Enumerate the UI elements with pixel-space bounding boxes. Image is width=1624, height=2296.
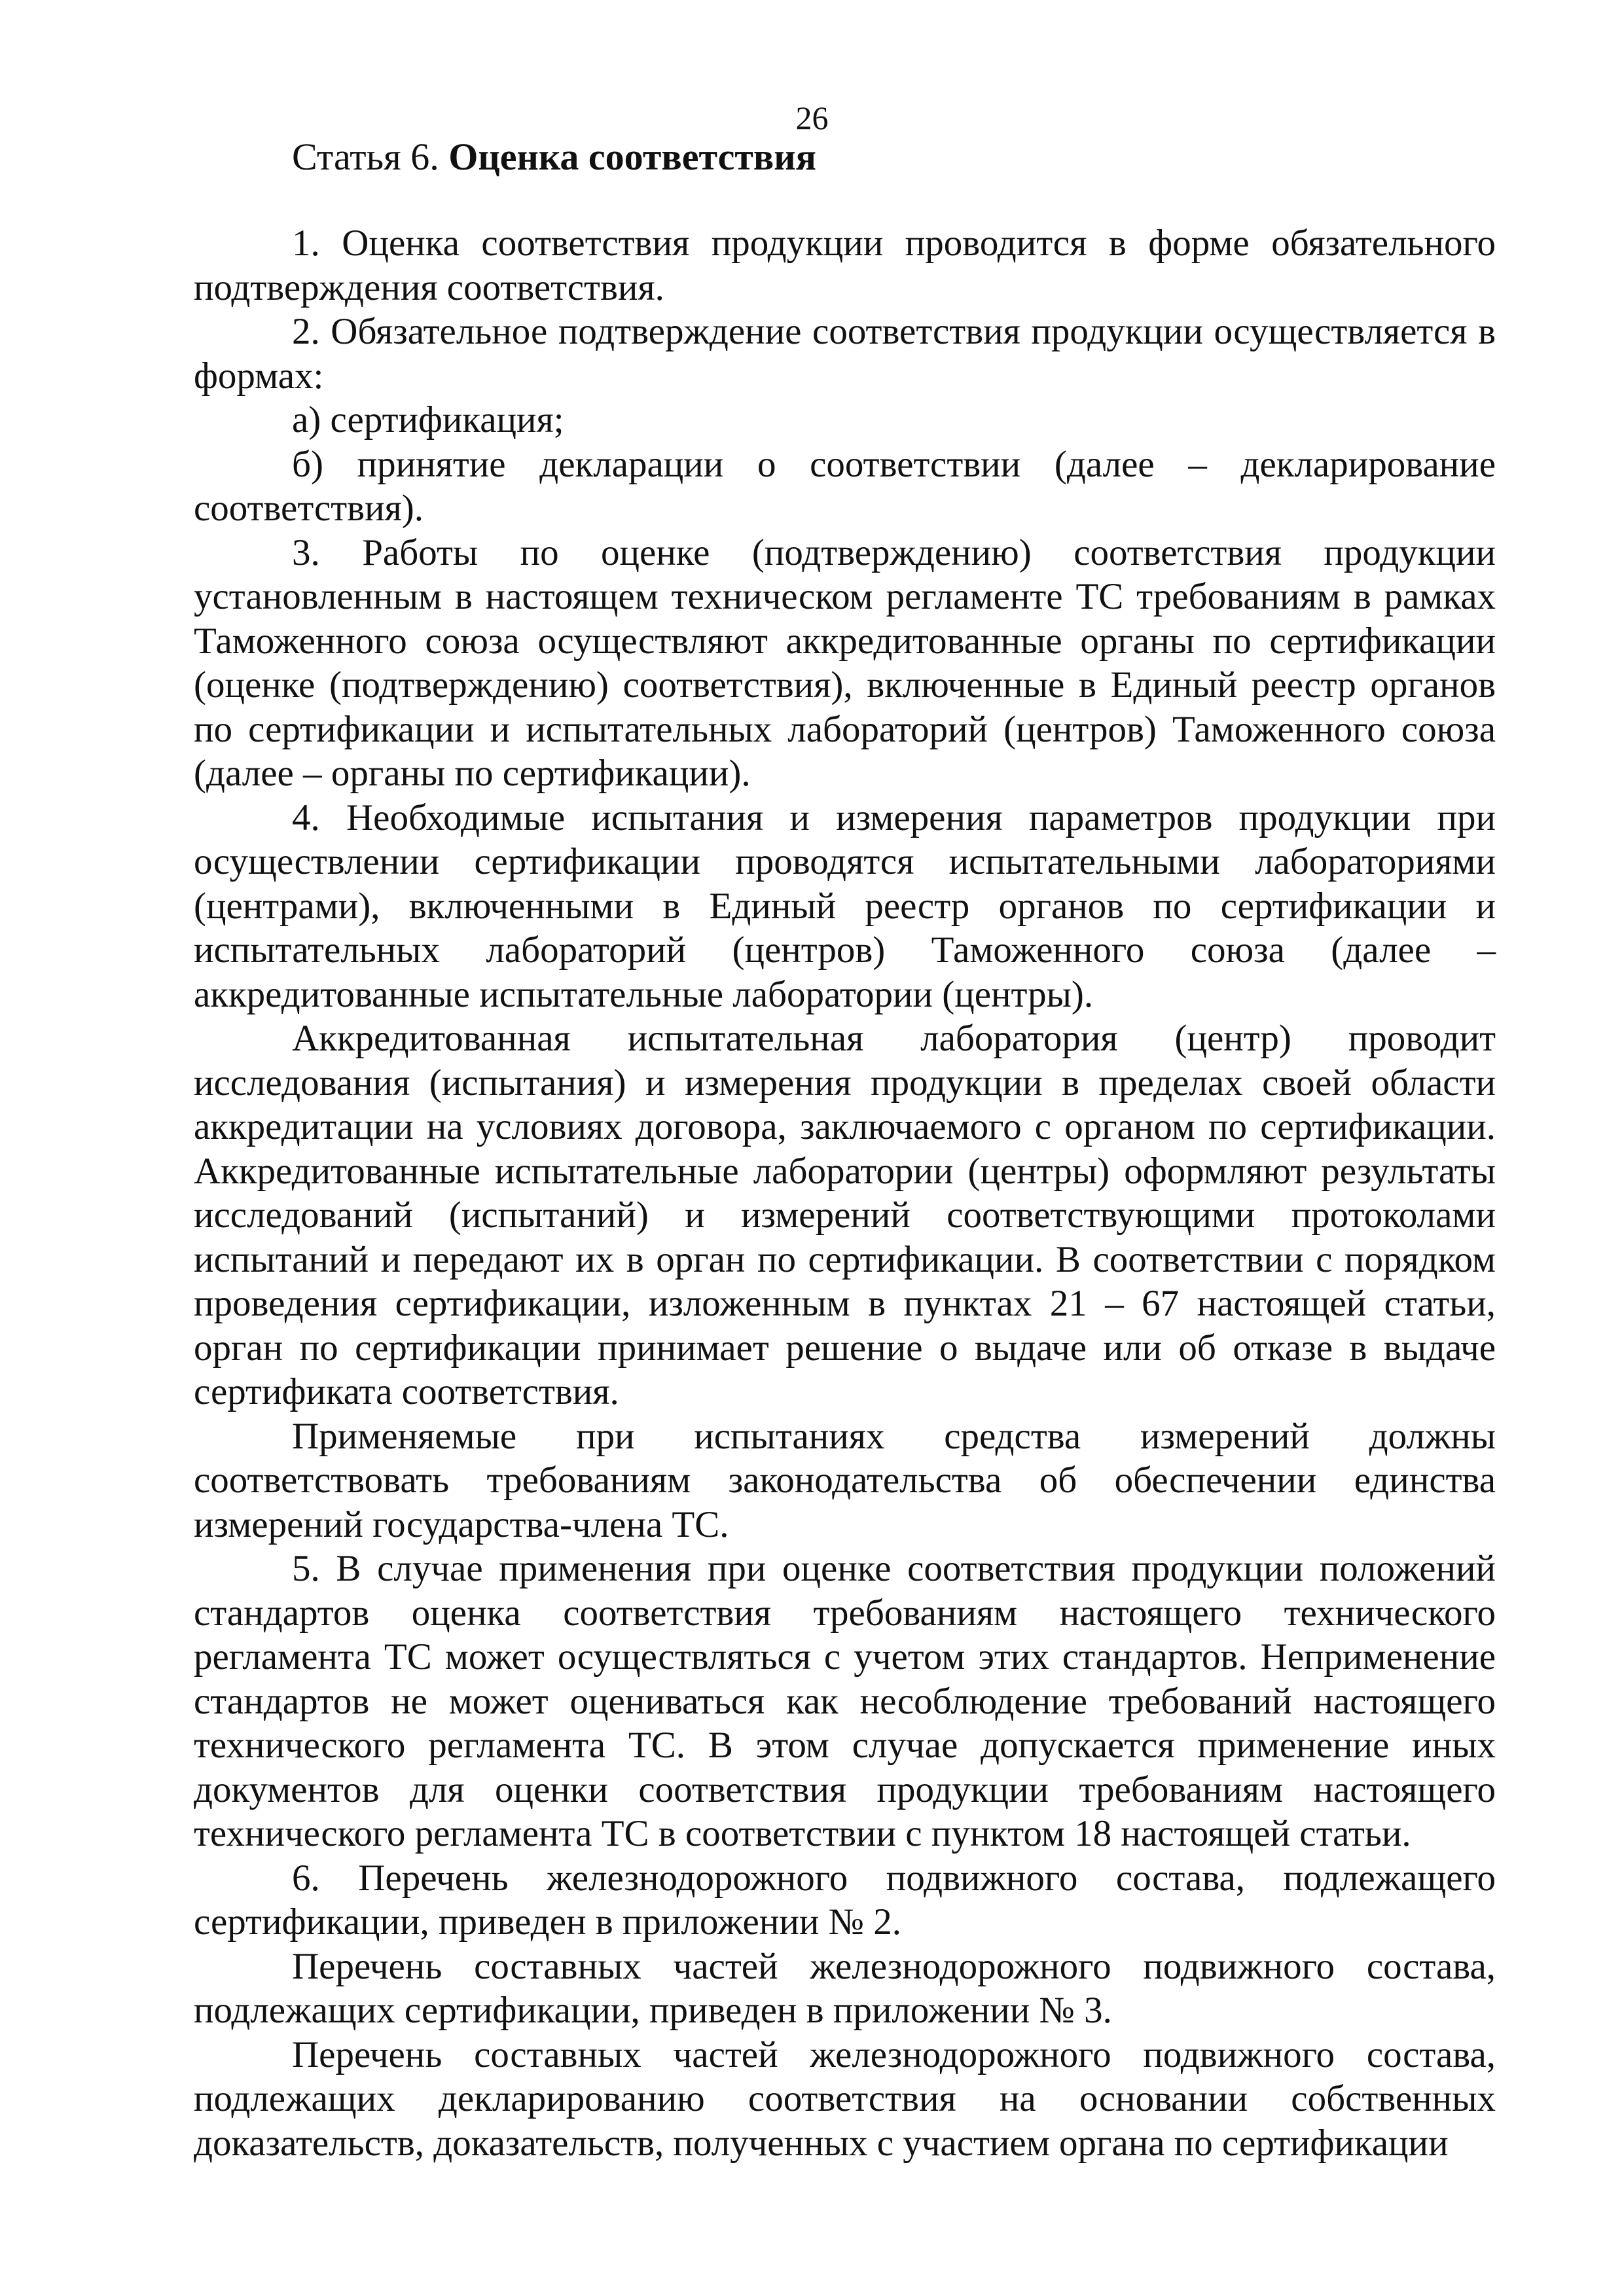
paragraph: 4. Необходимые испытания и измерения параметров продукции при осуществлении сертификации проводятся испытательными лабораториями (центрами), включенными в Единый реестр органов по сертификации и испытательных лабораторий (центров) Таможенного союза (далее – аккредитованные испытательные лаборатории (центры). [194, 797, 1496, 1015]
paragraph: б) принятие декларации о соответствии (далее – декларирование соответствия). [194, 443, 1496, 529]
paragraph: 3. Работы по оценке (подтверждению) соответствия продукции установленным в настоящем техническом регламенте ТС требованиям в рамках Таможенного союза осуществляют аккредитованные органы по сертификации (оценке (подтверждению) соответствия), включенные в Единый реестр органов по сертификации и испытательных лабораторий (центров) Таможенного союза (далее – органы по сертификации). [194, 531, 1496, 794]
paragraph: 6. Перечень железнодорожного подвижного состава, подлежащего сертификации, приведен в приложении № 2. [194, 1857, 1496, 1943]
article-heading-title: Оценка соответствия [448, 135, 817, 178]
paragraph: 1. Оценка соответствия продукции проводится в форме обязательного подтверждения соответствия. [194, 223, 1496, 308]
body-text [194, 221, 1496, 2165]
paragraph: Аккредитованная испытательная лаборатория (центр) проводит исследования (испытания) и измерения продукции в пределах своей области аккредитации на условиях договора, заключаемого с органом по сертификации. Аккредитованные испытательные лаборатории (центры) оформляют результаты исследований (испытаний) и измерений соответствующими протоколами испытаний и передают их в орган по сертификации. В соответствии с порядком проведения сертификации, изложенным в пунктах 21 – 67 настоящей статьи, орган по сертификации принимает решение о выдаче или об отказе в выдаче сертификата соответствия. [194, 1018, 1496, 1412]
paragraph: а) сертификация; [292, 399, 564, 440]
paragraph: Перечень составных частей железнодорожного подвижного состава, подлежащих сертификации, приведен в приложении № 3. [194, 1945, 1496, 2031]
article-heading-prefix: Статья 6. [292, 135, 449, 178]
article-heading [292, 134, 816, 180]
page-number: 26 [795, 99, 829, 136]
paragraph: 2. Обязательное подтверждение соответствия продукции осуществляется в формах: [194, 311, 1496, 397]
paragraph: 5. В случае применения при оценке соответствия продукции положений стандартов оценка соответствия требованиям настоящего технического регламента ТС может осуществляться с учетом этих стандартов. Неприменение стандартов не может оцениваться как несоблюдение требований настоящего технического регламента ТС. В этом случае допускается применение иных документов для оценки соответствия продукции требованиям настоящего технического регламента ТС в соответствии с пунктом 18 настоящей статьи. [194, 1548, 1496, 1854]
paragraph: Применяемые при испытаниях средства измерений должны соответствовать требованиям законодательства об обеспечении единства измерений государства-члена ТС. [194, 1415, 1496, 1545]
paragraph: Перечень составных частей железнодорожного подвижного состава, подлежащих декларированию соответствия на основании собственных доказательств, доказательств, полученных с участием органа по сертификации [194, 2034, 1496, 2164]
